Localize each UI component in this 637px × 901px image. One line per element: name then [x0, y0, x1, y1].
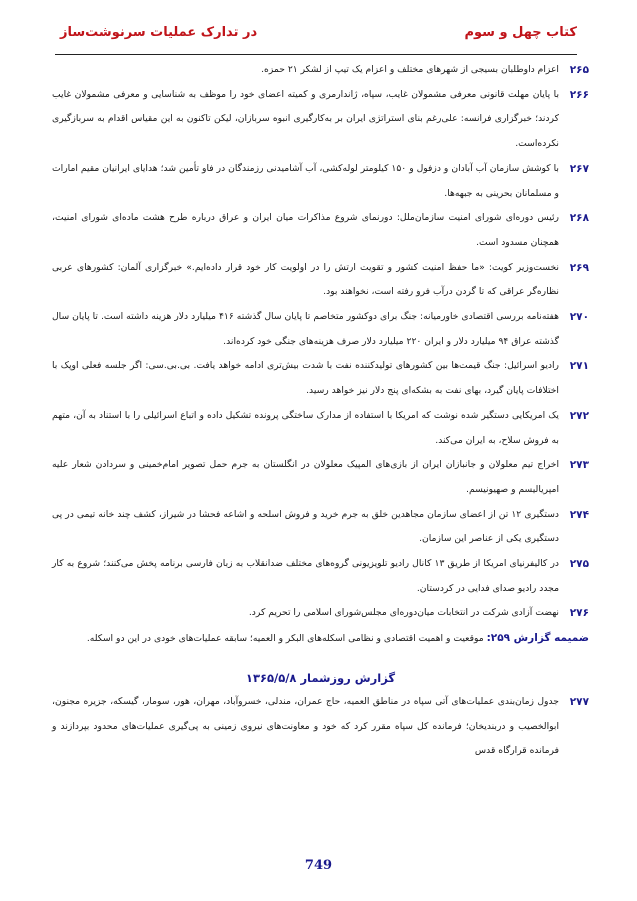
list-item	[52, 206, 589, 255]
item-text: اعزام داوطلبان بسیجی از شهرهای مختلف و اعزام یک تیپ از لشکر ۲۱ حمزه.	[261, 64, 559, 75]
list-item	[52, 305, 589, 354]
list-item	[52, 552, 589, 601]
item-number: ۲۷۳	[569, 459, 589, 472]
page-number: 749	[304, 858, 333, 873]
header-divider	[55, 54, 577, 55]
item-text: نهضت آزادی شرکت در انتخابات میان‌دوره‌ای مجلس‌شورای اسلامی را تحریم کرد.	[248, 607, 559, 619]
item-number: ۲۷۰	[569, 311, 589, 324]
list-item	[52, 404, 589, 453]
item-text: با پایان مهلت قانونی معرفی مشمولان غایب، سپاه، ژاندارمری و کمیته اعضای خود را موظف به شناسایی و معرفی مشمولان غایب کردند؛ خبرگزاری فرانسه: علی‌رغم بنای استراتژی ایران بر به‌کارگیری انبوه سربازان، لیکن تاکنون به این مقیاس اقدام به سربازگیری نکرده‌است.	[52, 88, 559, 150]
item-number: ۲۶۷	[569, 162, 589, 175]
item-number: ۲۶۸	[569, 212, 589, 225]
list-item	[52, 690, 589, 764]
book-subject: در تدارک عملیات سرنوشت‌ساز	[60, 25, 258, 40]
list-item	[52, 157, 589, 206]
item-number: ۲۶۵	[569, 64, 589, 76]
item-text: رئیس دوره‌ای شورای امنیت سازمان‌ملل: دورنمای شروع مذاکرات میان ایران و عراق درباره طرح هشت ماده‌ای شورای امنیت، همچنان مسدود است.	[52, 212, 559, 248]
item-text: دستگیری ۱۲ تن از اعضای سازمان مجاهدین خلق به جرم خرید و فروش اسلحه و اشاعه فحشا در شیراز، کشف چند خانه تیمی در پی دستگیری یکی از عناصر این سازمان.	[52, 508, 559, 545]
list-item	[52, 453, 589, 502]
list-item	[52, 58, 589, 83]
list-item	[52, 354, 589, 403]
list-item	[52, 256, 589, 305]
item-number: ۲۷۱	[569, 360, 589, 373]
item-number: ۲۷۲	[569, 409, 589, 422]
item-text: در کالیفرنیای امریکا از طریق ۱۳ کانال رادیو تلویزیونی گروه‌های مختلف ضدانقلاب به زبان فارسی برنامه پخش می‌کنند؛ شروع به کار مجدد رادیو صدای فدایی در کردستان.	[52, 558, 559, 594]
item-text: رادیو اسرائیل: جنگ قیمت‌ها بین کشورهای تولیدکننده نفت با شدت بیش‌تری ادامه خواهد یافت. بی.بی.سی: اگر جلسه فعلی اوپک با اختلافات پایان گیرد، بهای نفت به بشکه‌ای پنج دلار نیز خواهد رسید.	[52, 360, 559, 397]
appendix-label: ضمیمه گزارش ۲۵۹:	[486, 632, 589, 645]
item-text: با کوشش سازمان آب آبادان و دزفول و ۱۵۰ کیلومتر لوله‌کشی، آب آشامیدنی رزمندگان در فاو تأمین شد؛ هدایای ایرانیان مقیم امارات و مسلمانان بحرینی به جبهه‌ها.	[52, 162, 559, 199]
item-text: یک امریکایی دستگیر شده نوشت که امریکا با استفاده از مدارک ساختگی پرونده تشکیل داده و اتباع اسرائیلی را با استناد به آن، متهم به فروش سلاح، به ایران می‌کند.	[52, 409, 559, 446]
item-number: ۲۷۴	[569, 508, 589, 521]
book-title: کتاب چهل و سوم	[464, 25, 577, 40]
item-number: ۲۷۶	[569, 607, 589, 620]
item-text: اخراج تیم معلولان و جانبازان ایران از بازی‌های المپیک معلولان در انگلستان به جرم حمل تصویر امام‌خمینی و سردادن شعار علیه امپریالیسم و صهیونیسم.	[52, 459, 559, 495]
item-number: ۲۶۹	[569, 261, 589, 274]
item-number: ۲۷۵	[569, 558, 589, 571]
report-title: گزارش روزشمار ۱۳۶۵/۵/۸	[245, 670, 396, 685]
item-text: جدول زمان‌بندی عملیات‌های آتی سپاه در مناطق العمیه، حاج عمران، مندلی، خسروآباد، مهران، هور، سومار، گیسکه، جزیره مجنون، ابوالخصیب و دربندیخان؛ فرمانده کل سپاه مقرر کرد که خود و معاونت‌های نیروی زمینی به پی‌گیری عملیات‌های محدود بپردازند و فرمانده قرارگاه قدس	[52, 695, 559, 757]
page-header	[60, 14, 577, 40]
appendix-text: موقعیت و اهمیت اقتصادی و نظامی اسکله‌های البکر و العمیه؛ سابقه عملیات‌های خودی در این دو اسکله.	[86, 633, 484, 645]
item-number: ۲۷۷	[569, 695, 589, 708]
list-item	[52, 601, 589, 626]
page-content	[52, 58, 589, 764]
appendix-note	[52, 626, 589, 652]
list-item	[52, 503, 589, 552]
item-number: ۲۶۶	[569, 88, 589, 101]
item-text: نخست‌وزیر کویت: «ما حفظ امنیت کشور و تقویت ارتش را در اولویت کار خود قرار داده‌ایم.» خبرگزاری آلمان: کشورهای عربی نظاره‌گر عراقی که تا گردن درآب فرو رفته است، نخواهند بود.	[52, 261, 559, 298]
item-text: هفته‌نامه بررسی اقتصادی خاورمیانه: جنگ برای دوکشور متخاصم تا پایان سال گذشته ۴۱۶ میلیارد دلار هزینه داشته است. تا پایان سال گذشته عراق ۹۴ میلیارد دلار و ایران ۲۲۰ میلیارد دلار صرف هزینه‌های جنگی خود کرده‌اند.	[52, 311, 560, 347]
list-item	[52, 83, 589, 157]
